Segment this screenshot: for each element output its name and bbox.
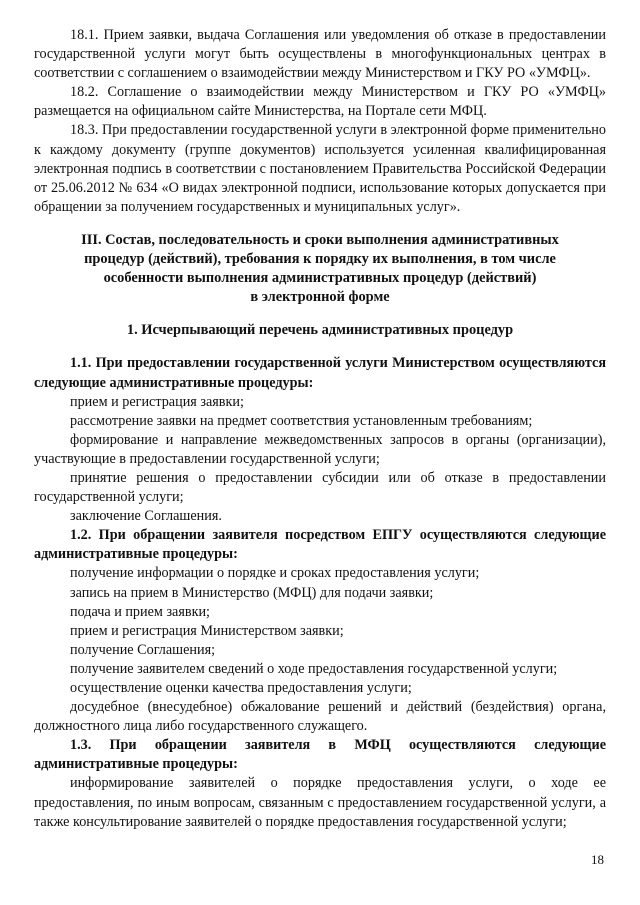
paragraph-18-2: 18.2. Соглашение о взаимодействии между Министерством и ГКУ РО «УМФЦ» размещается на официальном сайте Министерства, на Портале сети МФЦ. [34,84,606,120]
paragraph-1-3-heading: 1.3. При обращении заявителя в МФЦ осуществляются следующие административные процедуры: [34,737,606,773]
page-number: 18 [591,852,604,867]
paragraph-1-2-heading: 1.2. При обращении заявителя посредством ЕПГУ осуществляются следующие административные процедуры: [34,527,606,563]
list-item: получение информации о порядке и сроках предоставления услуги; [70,565,480,582]
list-item: формирование и направление межведомственных запросов в органы (организации), участвующие в предоставлении государственной услуги; [34,431,606,467]
paragraph-18-3: 18.3. При предоставлении государственной услуги в электронной форме применительно к каждому документу (группе документов) используется усиленная квалифицированная электронная подпись в соответствии с постановлением Правительства Российской Федерации от 25.06.2012 № 634 «О видах электронной подписи, использование которых допускается при обращении за получением государственных и муниципальных услуг». [34,122,606,215]
section-title-line: процедур (действий), требования к порядку их выполнения, в том числе [84,251,556,268]
list-item: прием и регистрация заявки; [70,393,244,410]
list-item: рассмотрение заявки на предмет соответствия установленным требованиям; [70,412,533,429]
document-page [34,26,606,832]
list-item: заключение Соглашения. [70,508,222,525]
paragraph-1-1-heading: 1.1. При предоставлении государственной услуги Министерством осуществляются следующие административные процедуры: [34,355,606,391]
section-title-line: особенности выполнения административных процедур (действий) [103,270,537,287]
section-title [34,231,606,307]
list-item: получение заявителем сведений о ходе предоставления государственной услуги; [70,660,558,677]
section-title-line: III. Состав, последовательность и сроки выполнения административных [81,231,559,248]
list-item: получение Соглашения; [70,641,216,658]
section-title-line: в электронной форме [250,289,390,306]
list-item: осуществление оценки качества предоставления услуги; [70,680,412,696]
subsection-title: 1. Исчерпывающий перечень административных процедур [126,322,514,339]
list-item: информирование заявителей о порядке предоставления услуги, о ходе ее предоставления, по иным вопросам, связанным с предоставлением государственной услуги, а также консультирование заявителей о порядке предоставления государственной услуги; [34,775,606,830]
list-item: прием и регистрация Министерством заявки; [70,622,344,639]
list-item: запись на прием в Министерство (МФЦ) для подачи заявки; [70,584,434,601]
paragraph-18-1: 18.1. Прием заявки, выдача Соглашения или уведомления об отказе в предоставлении государственной услуги могут быть осуществлены в многофункциональных центрах в соответствии с соглашением о взаимодействии между Министерством и ГКУ РО «УМФЦ». [34,27,606,82]
list-item: принятие решения о предоставлении субсидии или об отказе в предоставлении государственной услуги; [34,469,606,506]
list-item: досудебное (внесудебное) обжалование решений и действий (бездействия) органа, должностного лица либо государственного служащего. [34,699,606,735]
list-item: подача и прием заявки; [70,603,210,620]
